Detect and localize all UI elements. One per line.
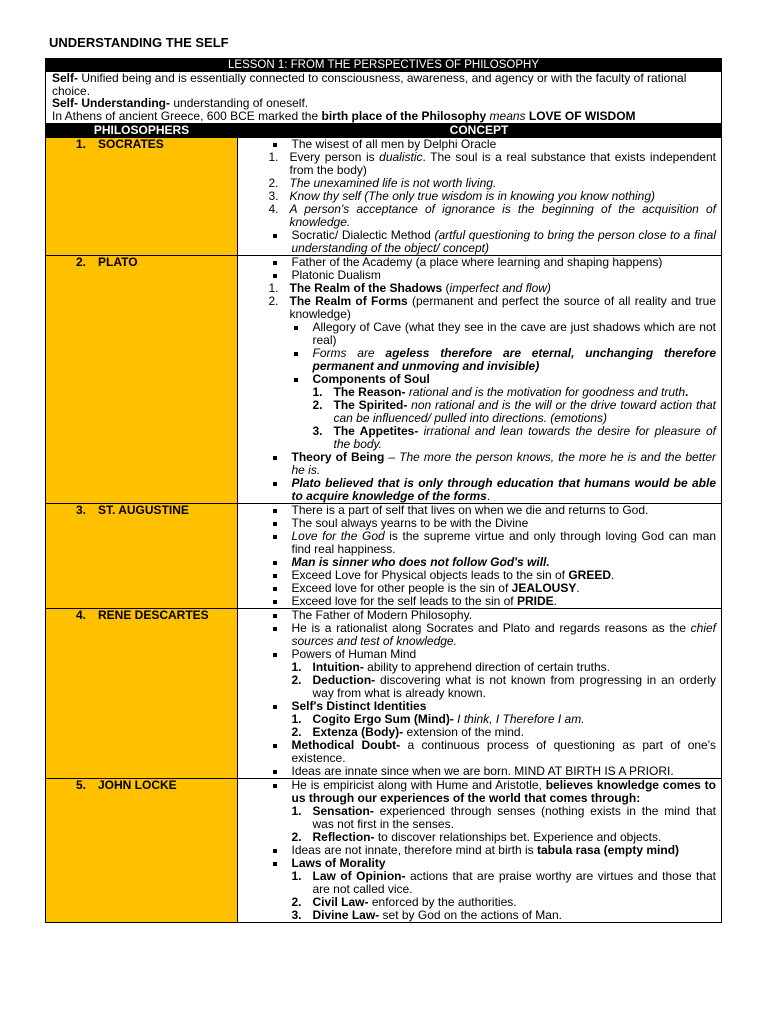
self-definition [52,72,715,97]
table-row [46,779,721,923]
concept-text: The Realm of Forms [289,294,408,309]
greece-text-b: birth place of the Philosophy [321,108,487,123]
concept-text: Father of the Academy (a place where learning and shaping happens) [291,255,663,270]
item-number: 2. [291,673,302,688]
concept-text: A person's acceptance of ignorance is the beginning of the acquisition of knowledge. [289,202,716,230]
concept-text: – [384,450,400,465]
concept-text: Sensation- [312,804,374,819]
item-number: 3. [268,189,279,204]
concept-text: The more the person knows, the more he is and the better he is. [291,450,717,478]
concept-text: The soul always yearns to be with the Divine [291,516,529,531]
concept-text: Divine Law- [312,908,380,923]
concept-text: The Spirited- [333,398,408,413]
concept-text: actions that are praise worthy are virtues and those that are not called vice. [312,869,717,897]
concept-text: Reflection- [312,830,375,845]
self-understanding-text: understanding of oneself. [170,96,309,111]
philosopher-name-cell [46,609,237,779]
concept-text: irrational and lean towards the desire for pleasure of the body. [333,424,716,452]
concept-text: Ideas are innate since when we are born. MIND AT BIRTH IS A PRIORI. [291,764,674,779]
philosophers-header: PHILOSOPHERS [46,124,237,138]
concept-text: Extenza (Body)- [312,725,404,740]
philosopher-name-cell [46,504,237,609]
concept-text: Methodical Doubt- [291,738,401,753]
concept-text: experienced through senses (nothing exists in the mind that was not first in the senses. [312,804,716,832]
concept-text: The Father of Modern Philosophy. [291,608,473,623]
concept-text: Every person is [289,150,380,165]
item-number: 1. [291,869,302,884]
concept-text: (permanent and perfect the source of all reality and true knowledge) [289,294,716,322]
concept-text: Allegory of Cave (what they see in the cave are just shadows which are not real) [312,320,716,348]
philosopher-name [46,138,237,151]
greece-text-c: means [486,108,529,123]
concept-text: to discover relationships bet. Experience and objects. [374,830,662,845]
concept-text: The Appetites- [333,424,419,439]
item-number: 3. [312,424,323,439]
concept-text: I think, I Therefore I am. [453,712,585,727]
item-number: 2. [268,294,279,309]
concept-text: enforced by the authorities. [368,895,517,910]
concept-text: He is empiricist along with Hume and Aristotle, [291,778,546,793]
concept-text: Powers of Human Mind [291,647,417,662]
concept-item [238,909,717,922]
concept-text: Self's Distinct Identities [291,699,427,714]
item-number: 1. [291,804,302,819]
concept-text: Law of Opinion- [312,869,406,884]
item-number: 2. [312,398,323,413]
concept-text: The unexamined life is not worth living. [289,176,497,191]
philosopher-number: 3. [76,503,87,518]
concept-item [238,805,717,831]
concept-text: set by God on the actions of Man. [379,908,562,923]
concept-header: CONCEPT [237,124,721,138]
concept-text: discovering what is not known from progressing in an orderly way from what is already known. [312,673,716,701]
item-number: 3. [291,908,302,923]
table-row [46,609,721,779]
concept-item [238,530,717,556]
philosopher-name-text: ST. AUGUSTINE [98,503,189,518]
concept-item [238,347,717,373]
concept-item [238,229,717,255]
lesson-sheet [45,58,722,923]
concept-text: PRIDE [516,594,554,609]
self-definition-text: Unified being and is essentially connected to consciousness, awareness, and agency or with the faculty of rational choice. [52,71,687,98]
item-number: 2. [291,830,302,845]
concept-list [238,779,722,922]
greece-statement [52,110,715,123]
concept-item [238,295,717,321]
philosopher-name [46,609,237,622]
concept-list [238,609,722,778]
concept-text: Forms are [312,346,386,361]
concept-text: Know thy self (The only true wisdom is in knowing you know nothing) [289,189,656,204]
concept-text: Exceed love for other people is the sin of [291,581,512,596]
concept-text: Cogito Ergo Sum (Mind)- [312,712,454,727]
concept-text: is the supreme virtue and only through loving God can man find real happiness. [291,529,717,557]
concept-item [238,870,717,896]
concept-text: rational and is the motivation for goodness and truth [405,385,686,400]
concept-text: (artful questioning to bring the person close to a final understanding of the object/ concept) [291,228,716,256]
concept-cell [237,138,721,256]
concept-text: The Realm of the Shadows [289,281,443,296]
concept-item [238,595,717,608]
philosopher-name [46,779,237,792]
concept-text: . [611,568,615,583]
concept-text: GREED [568,568,612,583]
concept-item [238,151,717,177]
concept-item [238,321,717,347]
philosopher-number: 4. [76,608,87,623]
concept-text: Love for the God [291,529,385,544]
concept-text: extension of the mind. [403,725,524,740]
concept-item [238,477,717,503]
philosopher-name-cell [46,138,237,256]
concept-text: Theory of Being [291,450,385,465]
concept-text: Man is sinner who does not follow God's will. [291,555,550,570]
concept-text: The wisest of all men by Delphi Oracle [291,137,497,152]
concept-cell [237,609,721,779]
concept-list [238,138,722,255]
concept-text: Laws of Morality [291,856,386,871]
concept-item [238,622,717,648]
philosophers-table [46,124,721,922]
greece-text-d: LOVE OF WISDOM [528,108,636,123]
concept-cell [237,256,721,504]
philosopher-name-text: RENE DESCARTES [98,608,209,623]
concept-text: . [685,385,689,400]
intro-block [46,72,721,124]
lesson-banner: LESSON 1: FROM THE PERSPECTIVES OF PHILOSOPHY [46,59,721,72]
concept-text: . [486,489,491,504]
concept-item [238,451,717,477]
table-row [46,138,721,256]
concept-text: Exceed love for the self leads to the sin of [291,594,517,609]
concept-item [238,765,717,778]
item-number: 1. [312,385,323,400]
philosopher-name [46,256,237,269]
item-number: 4. [268,202,279,217]
page-title: UNDERSTANDING THE SELF [49,35,229,50]
concept-text: There is a part of self that lives on when we die and returns to God. [291,503,649,518]
concept-item [238,203,717,229]
concept-text: Ideas are not innate, therefore mind at birth is [291,843,537,858]
table-row [46,504,721,609]
item-number: 1. [268,150,279,165]
concept-list [238,256,722,503]
concept-item [238,399,717,425]
item-number: 1. [268,281,279,296]
table-row [46,256,721,504]
concept-text: ( [442,281,450,296]
self-understanding-term: Self- Understanding- [52,96,171,111]
concept-text: ability to apprehend direction of certain truths. [363,660,610,675]
table-header-row [46,124,721,138]
concept-text: Socratic/ Dialectic Method [291,228,435,243]
concept-text: Platonic Dualism [291,268,381,283]
item-number: 2. [268,176,279,191]
concept-item [238,739,717,765]
item-number: 1. [291,660,302,675]
concept-text: Components of Soul [312,372,430,387]
concept-text: Deduction- [312,673,376,688]
concept-text: non rational and is the will or the drive toward action that can be influenced/ pulled into directions. (emotions) [333,398,716,426]
concept-text: JEALOUSY [511,581,577,596]
philosopher-name-text: JOHN LOCKE [98,778,177,793]
concept-text: a continuous process of questioning as part of one's existence. [291,738,717,766]
concept-text: Intuition- [312,660,364,675]
concept-text: believes knowledge comes to us through our experiences of the world that comes through: [291,778,716,806]
concept-text: . [553,594,557,609]
philosopher-number: 5. [76,778,87,793]
concept-text: chief sources and test of knowledge. [291,621,716,649]
concept-text: tabula rasa (empty mind) [536,843,680,858]
greece-text-a: In Athens of ancient Greece, 600 BCE marked the [52,108,322,123]
concept-list [238,504,722,608]
concept-item [238,674,717,700]
concept-text: Exceed Love for Physical objects leads to the sin of [291,568,569,583]
concept-cell [237,504,721,609]
concept-text: ageless therefore are eternal, unchanging therefore permanent and unmoving and invisible) [312,346,716,374]
concept-cell [237,779,721,923]
item-number: 2. [291,895,302,910]
concept-item [238,779,717,805]
philosopher-name-text: SOCRATES [98,137,164,152]
philosopher-name-cell [46,256,237,504]
philosopher-name [46,504,237,517]
philosopher-name-cell [46,779,237,923]
concept-text: He is a rationalist along Socrates and Plato and regards reasons as the [291,621,691,636]
philosopher-name-text: PLATO [98,255,138,270]
item-number: 1. [291,712,302,727]
philosopher-number: 1. [76,137,87,152]
concept-text: Civil Law- [312,895,369,910]
philosopher-rows [46,138,721,923]
philosopher-number: 2. [76,255,87,270]
concept-text: dualistic [379,150,423,165]
concept-text: Plato believed that is only through education that humans would be able to acquire knowledge of the forms [291,476,716,504]
concept-text: . [576,581,580,596]
concept-item [238,425,717,451]
concept-text: imperfect and flow) [449,281,551,296]
self-term: Self- [52,71,79,85]
item-number: 2. [291,725,302,740]
concept-text: . The soul is a real substance that exists independent from the body) [289,150,716,178]
concept-text: The Reason- [333,385,406,400]
